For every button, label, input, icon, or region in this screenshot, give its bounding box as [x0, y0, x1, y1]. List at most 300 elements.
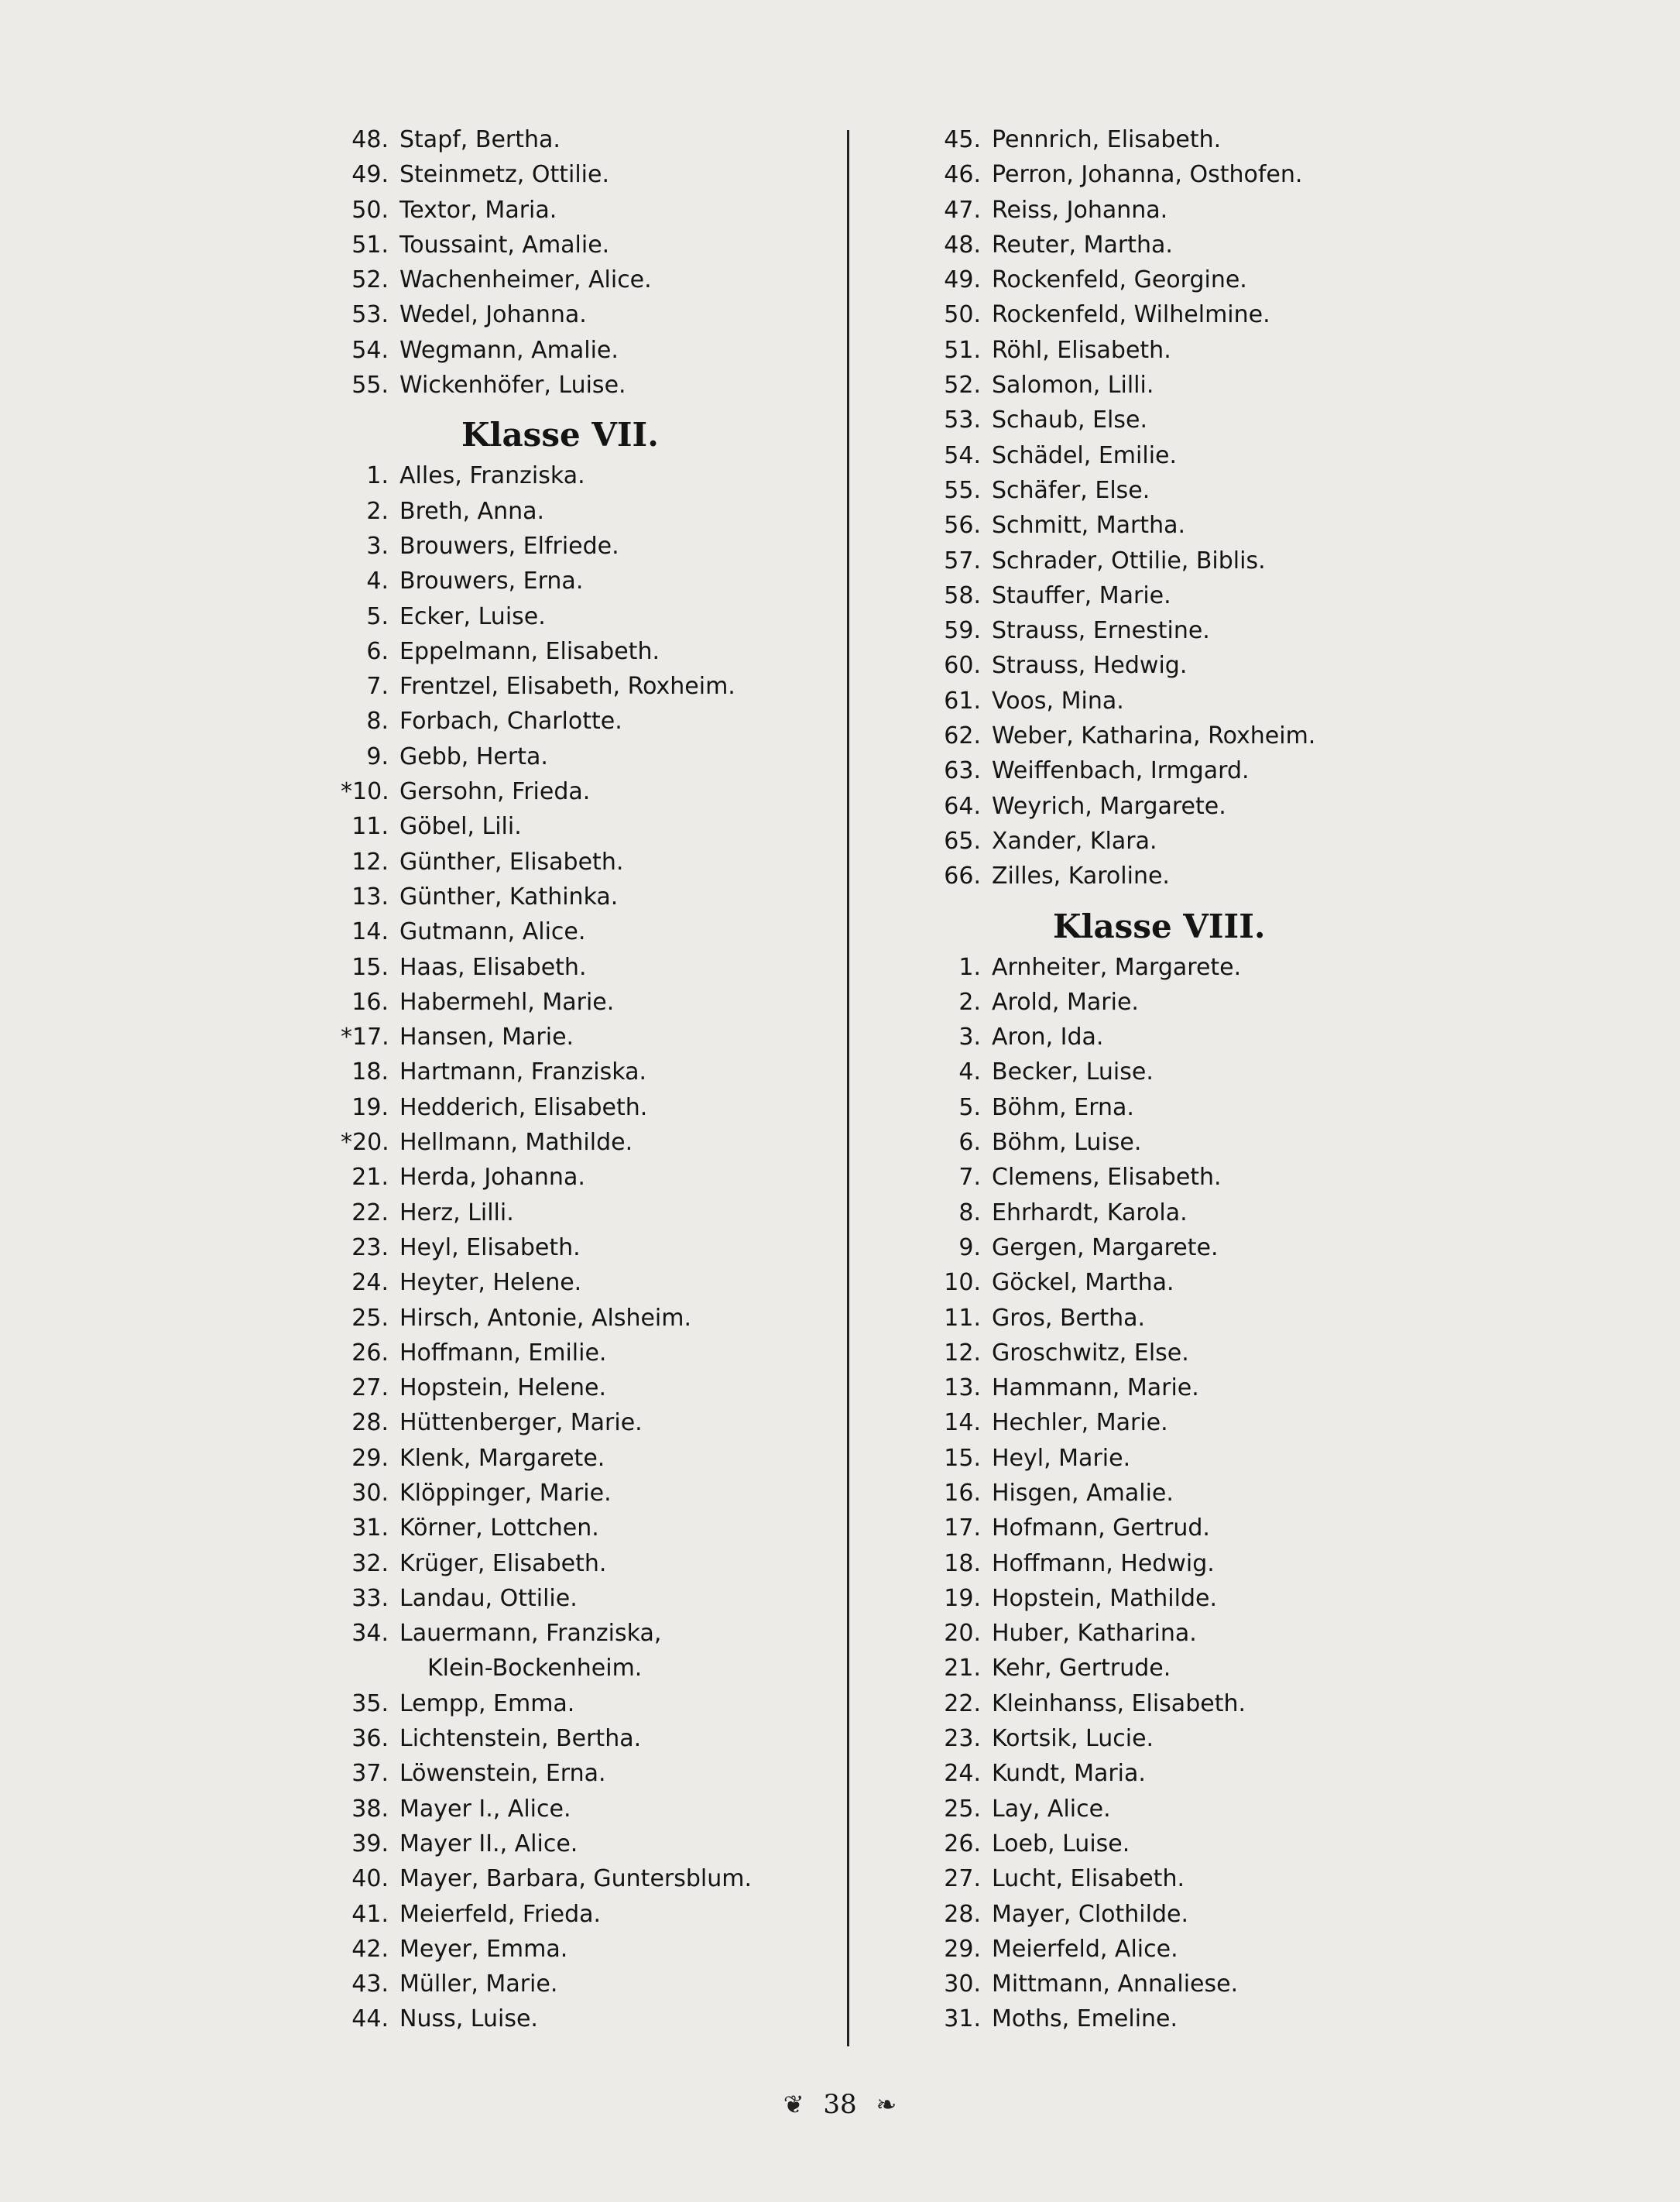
- list-item: [933, 684, 1366, 719]
- list-item: [933, 1020, 1366, 1055]
- entry-number: 60.: [944, 652, 981, 680]
- entry-name: Hellmann, Mathilde.: [399, 1129, 633, 1157]
- list-item: [933, 1826, 1366, 1861]
- entry-number: 18.: [944, 1549, 981, 1577]
- entry-number: *17.: [341, 1024, 389, 1051]
- entry-name: Kleinhanss, Elisabeth.: [992, 1689, 1246, 1717]
- entry-name: Kundt, Maria.: [992, 1760, 1146, 1788]
- list-item: [933, 1265, 1366, 1300]
- entry-name: Heyl, Elisabeth.: [399, 1233, 581, 1261]
- list-item: [341, 1616, 774, 1651]
- entry-name: Weyrich, Margarete.: [992, 792, 1226, 820]
- list-item: [933, 1125, 1366, 1160]
- entry-number: 13.: [944, 1374, 981, 1402]
- list-item: [933, 438, 1366, 473]
- entry-name: Mayer I., Alice.: [399, 1795, 571, 1823]
- entry-number: 31.: [351, 1514, 389, 1542]
- list-item: [933, 789, 1366, 824]
- list-item: [341, 1932, 774, 1967]
- entry-number: 24.: [944, 1760, 981, 1788]
- list-item: [933, 824, 1366, 859]
- entry-name: Mayer II., Alice.: [399, 1830, 578, 1857]
- entry-name: Toussaint, Amalie.: [399, 231, 610, 259]
- entry-number: 36.: [351, 1725, 389, 1753]
- list-item: [341, 193, 774, 228]
- entry-name: Gutmann, Alice.: [399, 918, 586, 946]
- list-item: [933, 1301, 1366, 1336]
- entry-name: Schäfer, Else.: [992, 476, 1150, 504]
- entry-name: Arnheiter, Margarete.: [992, 953, 1242, 981]
- entry-name: Herz, Lilli.: [399, 1199, 514, 1226]
- left-column: [341, 122, 774, 2037]
- entry-name: Hartmann, Franziska.: [399, 1058, 647, 1086]
- entry-number: 8.: [366, 708, 389, 736]
- list-item: [341, 739, 774, 774]
- entry-number: 32.: [351, 1549, 389, 1577]
- entry-number: 59.: [944, 617, 981, 645]
- list-item: [933, 1336, 1366, 1370]
- entry-number: 52.: [351, 266, 389, 294]
- list-item: [341, 1826, 774, 1861]
- list-item: [933, 578, 1366, 613]
- entry-name: Hopstein, Helene.: [399, 1374, 607, 1402]
- list-item: [341, 333, 774, 368]
- entry-number: 23.: [944, 1725, 981, 1753]
- entry-name: Gros, Bertha.: [992, 1304, 1146, 1332]
- entry-number: 5.: [958, 1093, 981, 1121]
- entry-name: Müller, Marie.: [399, 1970, 558, 1998]
- list-item: [933, 122, 1366, 157]
- entry-number: 11.: [944, 1304, 981, 1332]
- entry-number: 23.: [351, 1233, 389, 1261]
- list-item: [933, 648, 1366, 683]
- entry-name: Loeb, Luise.: [992, 1830, 1130, 1857]
- list-item: [933, 1055, 1366, 1089]
- entry-name: Klein-Bockenheim.: [427, 1655, 643, 1682]
- entry-number: 50.: [944, 301, 981, 329]
- entry-number: 34.: [351, 1620, 389, 1648]
- entry-number: 21.: [944, 1655, 981, 1682]
- entry-number: 10.: [944, 1269, 981, 1297]
- list-item: [933, 1441, 1366, 1476]
- entry-number: 7.: [366, 673, 389, 701]
- entry-number: 14.: [351, 918, 389, 946]
- list-item: [933, 2001, 1366, 2036]
- entry-number: 17.: [944, 1514, 981, 1542]
- entry-number: 27.: [351, 1374, 389, 1402]
- entry-number: 8.: [958, 1199, 981, 1226]
- list-item: [341, 1405, 774, 1440]
- entry-name: Perron, Johanna, Osthofen.: [992, 161, 1303, 189]
- list-item: [341, 1441, 774, 1476]
- entry-number: 43.: [351, 1970, 389, 1998]
- list-item: [933, 1932, 1366, 1967]
- entry-name: Groschwitz, Else.: [992, 1339, 1189, 1367]
- entry-name: Hedderich, Elisabeth.: [399, 1093, 648, 1121]
- list-item: [933, 1195, 1366, 1230]
- entry-name: Günther, Elisabeth.: [399, 848, 624, 876]
- list-item: [933, 193, 1366, 228]
- ornament-left-icon: ❦: [783, 2090, 804, 2119]
- entry-name: Reuter, Martha.: [992, 231, 1173, 259]
- list-item: [933, 613, 1366, 648]
- entry-name: Kehr, Gertrude.: [992, 1655, 1171, 1682]
- list-item: [341, 1581, 774, 1616]
- entry-name: Göckel, Martha.: [992, 1269, 1174, 1297]
- entry-number: 33.: [351, 1584, 389, 1612]
- entry-name: Meyer, Emma.: [399, 1935, 568, 1963]
- entry-number: 63.: [944, 757, 981, 785]
- list-item: [341, 1301, 774, 1336]
- entry-number: 64.: [944, 792, 981, 820]
- entry-number: 51.: [351, 231, 389, 259]
- entry-number: 49.: [351, 161, 389, 189]
- entry-number: 21.: [351, 1164, 389, 1192]
- entry-name: Weber, Katharina, Roxheim.: [992, 722, 1316, 750]
- entry-name: Textor, Maria.: [399, 196, 557, 224]
- entry-number: 19.: [351, 1093, 389, 1121]
- list-item: [341, 1967, 774, 2001]
- entry-number: 46.: [944, 161, 981, 189]
- list-item: [933, 1861, 1366, 1896]
- entry-number: 56.: [944, 512, 981, 540]
- entry-number: 14.: [944, 1409, 981, 1437]
- entry-name: Rockenfeld, Georgine.: [992, 266, 1247, 294]
- entry-name: Reiss, Johanna.: [992, 196, 1168, 224]
- entry-number: 5.: [366, 602, 389, 630]
- entry-name: Böhm, Erna.: [992, 1093, 1134, 1121]
- entry-number: 24.: [351, 1269, 389, 1297]
- entry-name: Zilles, Karoline.: [992, 863, 1170, 890]
- entry-name: Strauss, Ernestine.: [992, 617, 1210, 645]
- entry-name: Eppelmann, Elisabeth.: [399, 637, 660, 665]
- entry-number: 22.: [944, 1689, 981, 1717]
- entry-name: Göbel, Lili.: [399, 813, 522, 841]
- list-item: [933, 859, 1366, 893]
- entry-name: Körner, Lottchen.: [399, 1514, 599, 1542]
- list-item: [933, 1792, 1366, 1826]
- entry-name: Wegmann, Amalie.: [399, 336, 619, 364]
- list-item: [341, 564, 774, 599]
- entry-number: 27.: [944, 1865, 981, 1893]
- list-item: [341, 985, 774, 1020]
- list-item: [933, 157, 1366, 192]
- entry-name: Moths, Emeline.: [992, 2005, 1178, 2033]
- entry-number: 47.: [944, 196, 981, 224]
- entry-name: Gebb, Herta.: [399, 743, 548, 770]
- entry-name: Lempp, Emma.: [399, 1689, 575, 1717]
- entry-name: Hofmann, Gertrud.: [992, 1514, 1210, 1542]
- list-item: [341, 1370, 774, 1405]
- list-item: [341, 809, 774, 844]
- entry-number: 45.: [944, 126, 981, 153]
- entry-number: 3.: [366, 532, 389, 560]
- list-item: [933, 1721, 1366, 1756]
- entry-number: 61.: [944, 687, 981, 715]
- list-item: [933, 508, 1366, 543]
- entry-number: 38.: [351, 1795, 389, 1823]
- entry-name: Lauermann, Franziska,: [399, 1620, 662, 1648]
- entry-number: 15.: [944, 1444, 981, 1472]
- list-item: [341, 1160, 774, 1195]
- class-heading: Klasse VII.: [461, 416, 659, 454]
- entry-number: 55.: [944, 476, 981, 504]
- entry-name: Rockenfeld, Wilhelmine.: [992, 301, 1270, 329]
- entry-number: 3.: [958, 1024, 981, 1051]
- page-footer: [0, 2089, 1680, 2120]
- entry-number: 52.: [944, 372, 981, 400]
- entry-number: 28.: [351, 1409, 389, 1437]
- list-item: [341, 1055, 774, 1089]
- entry-name: Gergen, Margarete.: [992, 1233, 1219, 1261]
- entry-name: Stauffer, Marie.: [992, 581, 1171, 609]
- list-item: [341, 1686, 774, 1721]
- entry-name: Alles, Franziska.: [399, 462, 585, 490]
- entry-name: Becker, Luise.: [992, 1058, 1154, 1086]
- list-item: [341, 1721, 774, 1756]
- entry-name: Aron, Ida.: [992, 1024, 1104, 1051]
- list-item: [933, 262, 1366, 297]
- list-item: [341, 1756, 774, 1791]
- entry-name: Xander, Klara.: [992, 827, 1157, 855]
- entry-number: 37.: [351, 1760, 389, 1788]
- entry-number: 35.: [351, 1689, 389, 1717]
- entry-number: 12.: [944, 1339, 981, 1367]
- entry-number: 20.: [944, 1620, 981, 1648]
- page-number: 38: [823, 2089, 857, 2120]
- entry-name: Brouwers, Erna.: [399, 568, 584, 595]
- entry-number: 13.: [351, 883, 389, 911]
- entry-number: 39.: [351, 1830, 389, 1857]
- list-item: [341, 1230, 774, 1265]
- entry-name: Hoffmann, Emilie.: [399, 1339, 607, 1367]
- entry-name: Pennrich, Elisabeth.: [992, 126, 1222, 153]
- entry-number: 1.: [958, 953, 981, 981]
- list-item: [933, 1967, 1366, 2001]
- list-item: [341, 880, 774, 914]
- entry-number: 29.: [351, 1444, 389, 1472]
- entry-name: Lucht, Elisabeth.: [992, 1865, 1185, 1893]
- entry-number: 25.: [351, 1304, 389, 1332]
- entry-name: Hüttenberger, Marie.: [399, 1409, 643, 1437]
- list-item: [933, 753, 1366, 788]
- list-item: [933, 1581, 1366, 1616]
- list-item: [933, 403, 1366, 437]
- entry-name: Gersohn, Frieda.: [399, 778, 591, 806]
- entry-number: 54.: [351, 336, 389, 364]
- list-item: [341, 704, 774, 739]
- entry-number: 2.: [366, 497, 389, 525]
- entry-number: 42.: [351, 1935, 389, 1963]
- list-item: [341, 1125, 774, 1160]
- entry-number: 15.: [351, 953, 389, 981]
- entry-number: 29.: [944, 1935, 981, 1963]
- entry-name: Breth, Anna.: [399, 497, 545, 525]
- entry-name: Mayer, Barbara, Guntersblum.: [399, 1865, 753, 1893]
- entry-name: Hisgen, Amalie.: [992, 1479, 1174, 1507]
- list-item: [933, 719, 1366, 753]
- entry-number: 4.: [366, 568, 389, 595]
- entry-number: 25.: [944, 1795, 981, 1823]
- entry-number: 53.: [944, 406, 981, 434]
- entry-number: 18.: [351, 1058, 389, 1086]
- entry-name: Wickenhöfer, Luise.: [399, 372, 626, 400]
- entry-name: Hirsch, Antonie, Alsheim.: [399, 1304, 692, 1332]
- list-item: [341, 122, 774, 157]
- entry-number: 55.: [351, 372, 389, 400]
- list-item: [341, 2001, 774, 2036]
- entry-number: 28.: [944, 1900, 981, 1928]
- entry-number: 26.: [944, 1830, 981, 1857]
- entry-name: Böhm, Luise.: [992, 1129, 1142, 1157]
- list-item: [341, 1090, 774, 1125]
- list-item: [933, 1090, 1366, 1125]
- list-item: [341, 1861, 774, 1896]
- entry-name: Hansen, Marie.: [399, 1024, 574, 1051]
- entry-name: Hopstein, Mathilde.: [992, 1584, 1217, 1612]
- entry-name: Mayer, Clothilde.: [992, 1900, 1189, 1928]
- list-item: [341, 914, 774, 949]
- list-item: [933, 1651, 1366, 1686]
- entry-name: Schmitt, Martha.: [992, 512, 1186, 540]
- list-item: [341, 494, 774, 529]
- list-item: [933, 228, 1366, 262]
- entry-name: Schrader, Ottilie, Biblis.: [992, 547, 1266, 575]
- list-item: [933, 1370, 1366, 1405]
- entry-name: Heyl, Marie.: [992, 1444, 1131, 1472]
- entry-name: Landau, Ottilie.: [399, 1584, 578, 1612]
- entry-name: Löwenstein, Erna.: [399, 1760, 606, 1788]
- entry-name: Forbach, Charlotte.: [399, 708, 622, 736]
- list-item: [933, 950, 1366, 985]
- list-item: [933, 544, 1366, 578]
- list-item: [341, 529, 774, 564]
- entry-name: Lichtenstein, Bertha.: [399, 1725, 642, 1753]
- entry-number: 26.: [351, 1339, 389, 1367]
- list-item: [933, 1405, 1366, 1440]
- list-item: [933, 333, 1366, 368]
- entry-number: 65.: [944, 827, 981, 855]
- entry-name: Wedel, Johanna.: [399, 301, 587, 329]
- list-item: [341, 774, 774, 809]
- entry-name: Schädel, Emilie.: [992, 441, 1178, 469]
- entry-name: Meierfeld, Alice.: [992, 1935, 1178, 1963]
- list-item: [341, 599, 774, 634]
- entry-name: Hechler, Marie.: [992, 1409, 1168, 1437]
- entry-name: Haas, Elisabeth.: [399, 953, 587, 981]
- entry-name: Mittmann, Annaliese.: [992, 1970, 1239, 1998]
- list-item: [341, 1651, 774, 1686]
- list-item: [341, 228, 774, 262]
- entry-number: 53.: [351, 301, 389, 329]
- list-item: [933, 1230, 1366, 1265]
- entry-number: 54.: [944, 441, 981, 469]
- list-item: [341, 1546, 774, 1581]
- entry-name: Habermehl, Marie.: [399, 988, 615, 1016]
- list-item: [933, 1756, 1366, 1791]
- entry-number: 31.: [944, 2005, 981, 2033]
- list-item: [341, 368, 774, 403]
- list-item: [933, 1686, 1366, 1721]
- list-item: [341, 1336, 774, 1370]
- entry-number: 48.: [944, 231, 981, 259]
- entry-number: 50.: [351, 196, 389, 224]
- list-item: [933, 1616, 1366, 1651]
- entry-name: Ecker, Luise.: [399, 602, 546, 630]
- entry-number: 4.: [958, 1058, 981, 1086]
- entry-number: 30.: [944, 1970, 981, 1998]
- entry-name: Kortsik, Lucie.: [992, 1725, 1154, 1753]
- list-item: [341, 950, 774, 985]
- entry-name: Heyter, Helene.: [399, 1269, 582, 1297]
- entry-name: Schaub, Else.: [992, 406, 1147, 434]
- column-divider: [847, 130, 849, 2046]
- entry-name: Herda, Johanna.: [399, 1164, 585, 1192]
- entry-number: 6.: [366, 637, 389, 665]
- list-item: [933, 1897, 1366, 1932]
- entry-name: Röhl, Elisabeth.: [992, 336, 1171, 364]
- entry-name: Arold, Marie.: [992, 988, 1139, 1016]
- entry-name: Klenk, Margarete.: [399, 1444, 605, 1472]
- list-item: [933, 1546, 1366, 1581]
- entry-name: Voos, Mina.: [992, 687, 1124, 715]
- ornament-right-icon: ❧: [876, 2090, 897, 2119]
- entry-number: 6.: [958, 1129, 981, 1157]
- entry-number: 9.: [366, 743, 389, 770]
- right-column: [933, 122, 1366, 2037]
- entry-number: 9.: [958, 1233, 981, 1261]
- list-item: [341, 1476, 774, 1511]
- entry-number: 49.: [944, 266, 981, 294]
- entry-number: 62.: [944, 722, 981, 750]
- entry-number: 22.: [351, 1199, 389, 1226]
- entry-name: Frentzel, Elisabeth, Roxheim.: [399, 673, 735, 701]
- list-item: [933, 368, 1366, 403]
- entry-name: Huber, Katharina.: [992, 1620, 1197, 1648]
- list-item: [933, 985, 1366, 1020]
- class-heading: Klasse VIII.: [1053, 907, 1266, 945]
- list-item: [341, 157, 774, 192]
- entry-name: Brouwers, Elfriede.: [399, 532, 619, 560]
- entry-name: Wachenheimer, Alice.: [399, 266, 652, 294]
- entry-number: 58.: [944, 581, 981, 609]
- entry-name: Hoffmann, Hedwig.: [992, 1549, 1215, 1577]
- entry-number: *10.: [341, 778, 389, 806]
- list-item: [933, 473, 1366, 508]
- entry-name: Ehrhardt, Karola.: [992, 1199, 1188, 1226]
- list-item: [933, 1160, 1366, 1195]
- list-item: [933, 1476, 1366, 1511]
- entry-number: 40.: [351, 1865, 389, 1893]
- entry-number: 19.: [944, 1584, 981, 1612]
- entry-name: Salomon, Lilli.: [992, 372, 1154, 400]
- list-item: [933, 1511, 1366, 1545]
- entry-number: *20.: [341, 1129, 389, 1157]
- entry-number: 16.: [351, 988, 389, 1016]
- entry-number: 2.: [958, 988, 981, 1016]
- list-item: [341, 1897, 774, 1932]
- list-item: [341, 262, 774, 297]
- entry-name: Krüger, Elisabeth.: [399, 1549, 607, 1577]
- entry-number: 12.: [351, 848, 389, 876]
- list-item: [341, 1792, 774, 1826]
- entry-number: 41.: [351, 1900, 389, 1928]
- entry-number: 48.: [351, 126, 389, 153]
- entry-number: 11.: [351, 813, 389, 841]
- entry-name: Klöppinger, Marie.: [399, 1479, 612, 1507]
- entry-name: Weiffenbach, Irmgard.: [992, 757, 1250, 785]
- entry-name: Hammann, Marie.: [992, 1374, 1199, 1402]
